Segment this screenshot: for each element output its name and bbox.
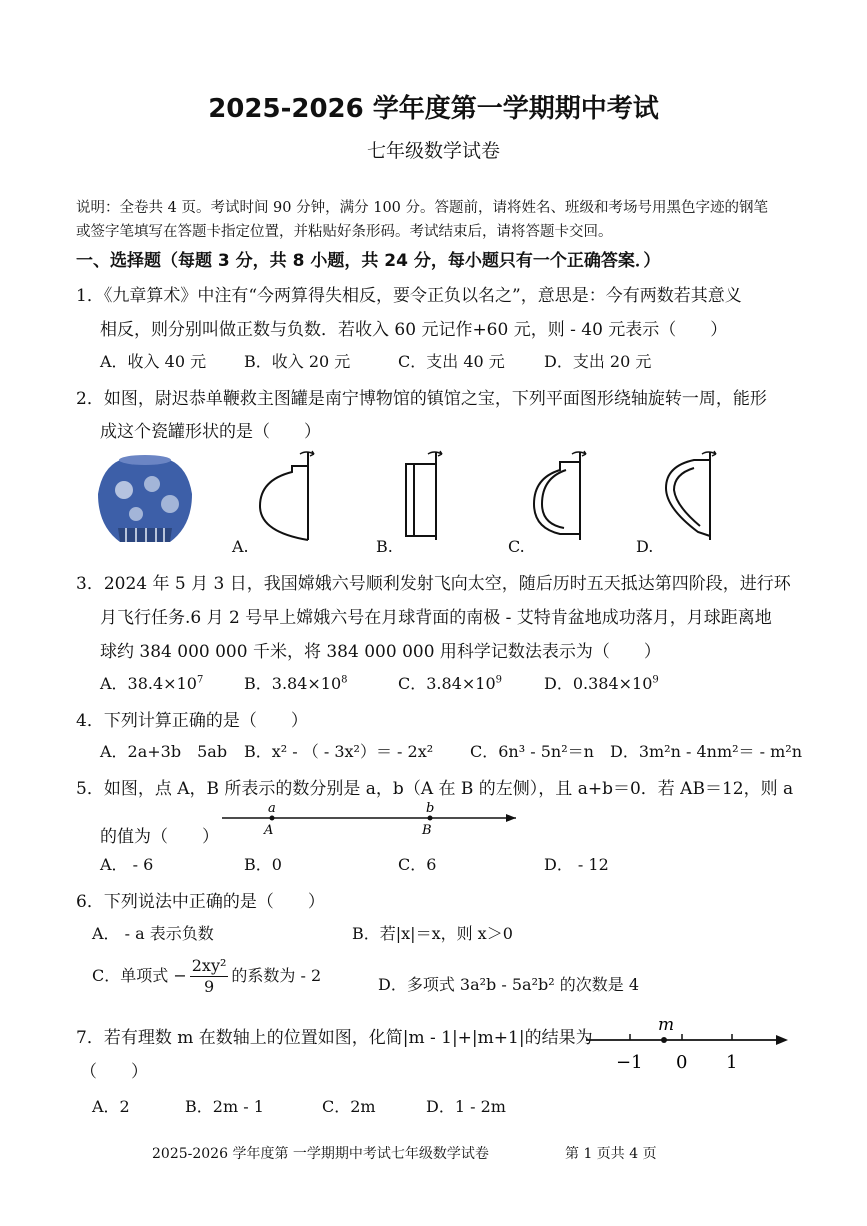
q7-option-b: B．2m - 1 bbox=[185, 1097, 264, 1116]
q1-option-c: C．支出 40 元 bbox=[398, 352, 505, 371]
q7-option-c: C．2m bbox=[322, 1097, 376, 1116]
option-b-shape bbox=[406, 451, 442, 540]
q7-number-line bbox=[584, 1010, 794, 1078]
instructions-line-1: 说明：全卷共 4 页。考试时间 90 分钟，满分 100 分。答题前，请将姓名、班级和考场号用黑色字迹的钢笔 bbox=[76, 200, 769, 216]
footer-title: 2025-2026 学年度第 一学期期中考试七年级数学试卷 bbox=[152, 1146, 489, 1162]
instructions-line-2: 或签字笔填写在答题卡指定位置，并粘贴好条形码。考试结束后，请将答题卡交回。 bbox=[76, 224, 613, 240]
q6-stem: 6．下列说法中正确的是（ ） bbox=[76, 892, 325, 912]
q7-line-2: （ ） bbox=[80, 1062, 148, 1082]
q3-option-c: C．$3.84\times 10^9$ bbox=[398, 674, 503, 693]
q5-label-b: b bbox=[426, 801, 435, 816]
q6-option-c: C．单项式 − $\frac{\text{2xy²}}{9}$ 的系数为 - 2 bbox=[92, 956, 322, 996]
q5-option-d: D． - 12 bbox=[544, 855, 609, 874]
q1-line-1: 1．《九章算术》中注有“今两算得失相反，要令正负以名之”，意思是：今有两数若其意义 bbox=[76, 286, 742, 306]
q7-tick-0: 0 bbox=[676, 1052, 688, 1073]
q7-tick-1: 1 bbox=[726, 1052, 738, 1073]
q7-label-m: m bbox=[658, 1015, 675, 1035]
q1-option-b: B．收入 20 元 bbox=[244, 352, 351, 371]
q2-line-1: 2．如图，尉迟恭单鞭救主图罐是南宁博物馆的镇馆之宝，下列平面图形绕轴旋转一周，能形 bbox=[76, 389, 767, 409]
q6-option-d: D．多项式 3a²b - 5a²b² 的次数是 4 bbox=[378, 975, 640, 994]
q4-stem: 4．下列计算正确的是（ ） bbox=[76, 711, 308, 731]
q3-option-d: D．$0.384\times 10^9$ bbox=[544, 674, 659, 693]
q5-label-a: a bbox=[268, 801, 276, 816]
q5-label-A: A bbox=[264, 823, 274, 838]
section-heading: 一、选择题（每题 3 分，共 8 小题，共 24 分，每小题只有一个正确答案．） bbox=[76, 251, 661, 271]
q3-line-3: 球约 384 000 000 千米，将 384 000 000 用科学记数法表示为（ ） bbox=[100, 642, 661, 662]
q5-label-B: B bbox=[422, 823, 432, 838]
q4-option-c: C．6n³ - 5n²＝n bbox=[470, 742, 594, 761]
footer-page-number: 第 1 页共 4 页 bbox=[565, 1146, 657, 1162]
option-d-shape bbox=[666, 451, 716, 540]
q3-line-2: 月飞行任务.6 月 2 号早上嫦娥六号在月球背面的南极 - 艾特肯盆地成功落月，月球距离地 bbox=[100, 608, 772, 628]
q5-option-a: A． - 6 bbox=[100, 855, 154, 874]
q2-option-b: B. bbox=[376, 537, 393, 556]
exam-title: 2025-2026 学年度第一学期期中考试 bbox=[208, 94, 659, 124]
q3-option-a: A．$38.4\times 10^7$ bbox=[100, 674, 204, 693]
q7-option-d: D．1 - 2m bbox=[426, 1097, 506, 1116]
porcelain-jar-image bbox=[98, 455, 192, 542]
q6-fraction-numerator: 2xy² bbox=[191, 956, 227, 975]
q5-number-line bbox=[220, 800, 530, 840]
q7-line-1: 7．若有理数 m 在数轴上的位置如图，化简|m - 1|+|m+1|的结果为 bbox=[76, 1028, 593, 1048]
q6-option-a: A． - a 表示负数 bbox=[92, 924, 214, 943]
q2-option-d: D. bbox=[636, 537, 654, 556]
q2-figures bbox=[90, 448, 850, 560]
q5-line-2: 的值为（ ） bbox=[100, 827, 219, 847]
q5-line-1: 5．如图，点 A，B 所表示的数分别是 a，b（A 在 B 的左侧），且 a+b＝0．若 AB＝12，则 a bbox=[76, 779, 794, 799]
q1-option-d: D．支出 20 元 bbox=[544, 352, 652, 371]
q6-option-b: B．若|x|＝x，则 x＞0 bbox=[352, 924, 513, 943]
q6-fraction-denominator: 9 bbox=[203, 977, 215, 996]
q3-option-b: B．$3.84\times 10^8$ bbox=[244, 674, 348, 693]
q2-line-2: 成这个瓷罐形状的是（ ） bbox=[100, 422, 321, 442]
q4-option-a: A．2a+3b 5ab bbox=[100, 742, 228, 761]
q4-option-b: B．x² - （ - 3x²）＝ - 2x² bbox=[244, 742, 434, 761]
q7-option-a: A．2 bbox=[92, 1097, 130, 1116]
option-c-shape bbox=[534, 451, 586, 540]
q3-line-1: 3．2024 年 5 月 3 日，我国嫦娥六号顺利发射飞向太空，随后历时五天抵达第四阶段，进行环 bbox=[76, 574, 791, 594]
exam-subtitle: 七年级数学试卷 bbox=[366, 140, 500, 162]
q7-tick-neg1: −1 bbox=[616, 1052, 643, 1073]
q1-option-a: A．收入 40 元 bbox=[100, 352, 207, 371]
q2-option-a: A. bbox=[232, 537, 249, 556]
q1-line-2: 相反，则分别叫做正数与负数．若收入 60 元记作+60 元，则 - 40 元表示（ ） bbox=[100, 320, 728, 340]
q4-option-d: D．3m²n - 4nm²＝ - m²n bbox=[610, 742, 803, 761]
q5-option-c: C．6 bbox=[398, 855, 437, 874]
option-a-shape bbox=[260, 451, 314, 540]
q5-option-b: B．0 bbox=[244, 855, 282, 874]
q2-option-c: C. bbox=[508, 537, 525, 556]
